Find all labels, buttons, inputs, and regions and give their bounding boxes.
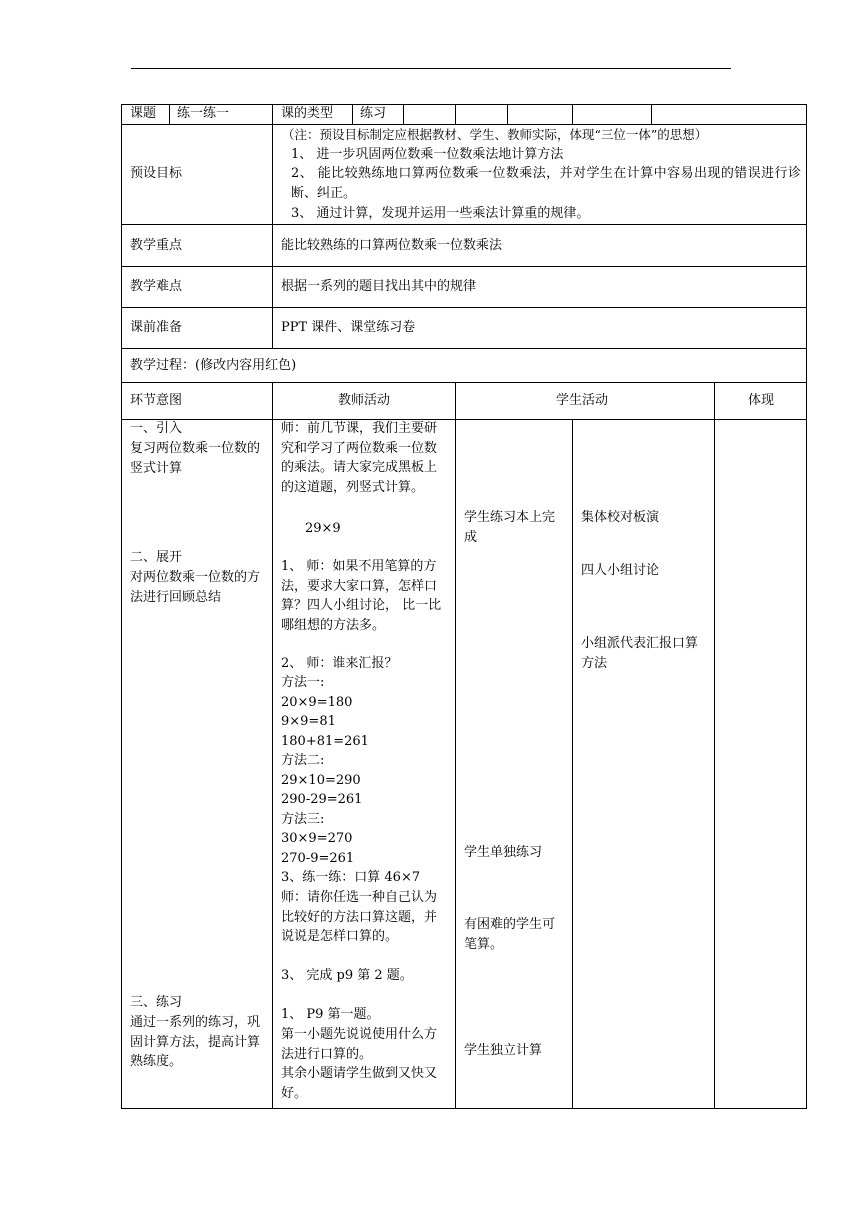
method-line: 29×10=290: [281, 773, 361, 788]
method-line: 方法二:: [281, 753, 325, 768]
student-activity: 学生练习本上完成: [464, 510, 556, 545]
goal-item: 3、 通过计算，发现并运用一些乘法计算重的规律。: [291, 206, 590, 221]
col-header-intent: 环节意图: [130, 393, 183, 408]
section-desc: 通过一系列的练习，巩固计算方法，提高计算熟练度。: [130, 1015, 261, 1069]
section-title: 一、引入: [130, 421, 183, 436]
section-title: 二、展开: [130, 550, 183, 565]
method-line: 9×9=81: [281, 714, 336, 729]
student-activity: 学生单独练习: [464, 845, 543, 860]
preparation-label: 课前准备: [130, 320, 183, 335]
teacher-p9-title: 1、 P9 第一题。: [281, 1007, 380, 1022]
type-label: 课的类型: [281, 106, 334, 121]
lesson-label: 课题: [130, 106, 157, 121]
key-point-label: 教学重点: [130, 238, 183, 253]
key-point-value: 能比较熟练的口算两位数乘一位数乘法: [281, 238, 503, 253]
difficulty-label: 教学难点: [130, 279, 183, 294]
teacher-step3b: 3、 完成 p9 第 2 题。: [281, 968, 413, 983]
goal-item: 2、 能比较熟练地口算两位数乘一位数乘法，并对学生在计算中容易出现的错误进行诊断、纠正。: [291, 166, 801, 201]
lesson-value: 练一练一: [177, 106, 230, 121]
method-line: 290-29=261: [281, 792, 363, 807]
preparation-value: PPT 课件、课堂练习卷: [281, 320, 416, 335]
teacher-step2: 2、 师：谁来汇报？: [281, 656, 398, 671]
process-title: 教学过程：(修改内容用红色): [130, 358, 297, 373]
goals-label: 预设目标: [130, 166, 183, 181]
method-line: 270-9=261: [281, 851, 355, 866]
method-line: 30×9=270: [281, 831, 353, 846]
student-activity: 小组派代表汇报口算方法: [581, 636, 699, 671]
method-line: 方法三:: [281, 812, 325, 827]
teacher-step1: 1、 师：如果不用笔算的方法，要求大家口算，怎样口算？四人小组讨论， 比一比哪组想的方法多。: [281, 559, 442, 633]
method-line: 180+81=261: [281, 734, 369, 749]
student-activity: 有困难的学生可笔算。: [464, 917, 556, 952]
method-line: 方法一:: [281, 675, 325, 690]
difficulty-value: 根据一系列的题目找出其中的规律: [281, 279, 477, 294]
teacher-p9-desc: 第一小题先说说使用什么方法进行口算的。: [281, 1027, 438, 1062]
teacher-intro: 师：前几节课，我们主要研究和学习了两位数乘一位数的乘法。请大家完成黑板上的这道题，列竖式计算。: [281, 421, 438, 495]
teacher-step3: 3、练一练：口算 46×7: [281, 870, 421, 885]
section-title: 三、练习: [130, 995, 183, 1010]
method-line: 20×9=180: [281, 695, 353, 710]
teacher-p9-desc: 其余小题请学生做到又快又好。: [281, 1066, 438, 1101]
col-header-student: 学生活动: [556, 393, 609, 408]
teacher-step3-desc: 师：请你任选一种自己认为比较好的方法口算这题，并说说是怎样口算的。: [281, 890, 438, 944]
type-value: 练习: [360, 106, 387, 121]
col-header-embody: 体现: [748, 393, 775, 408]
student-activity: 四人小组讨论: [581, 563, 660, 578]
section-desc: 复习两位数乘一位数的竖式计算: [130, 441, 261, 476]
goals-note: （注：预设目标制定应根据教材、学生、教师实际，体现“三位一体”的思想）: [282, 127, 708, 142]
goal-item: 1、 进一步巩固两位数乘一位数乘法地计算方法: [291, 147, 564, 162]
col-header-teacher: 教师活动: [338, 393, 391, 408]
section-desc: 对两位数乘一位数的方法进行回顾总结: [130, 570, 261, 605]
student-activity: 集体校对板演: [581, 510, 660, 525]
teacher-problem: 29×9: [305, 521, 341, 536]
header-rule: [131, 68, 731, 69]
student-activity: 学生独立计算: [464, 1043, 543, 1058]
